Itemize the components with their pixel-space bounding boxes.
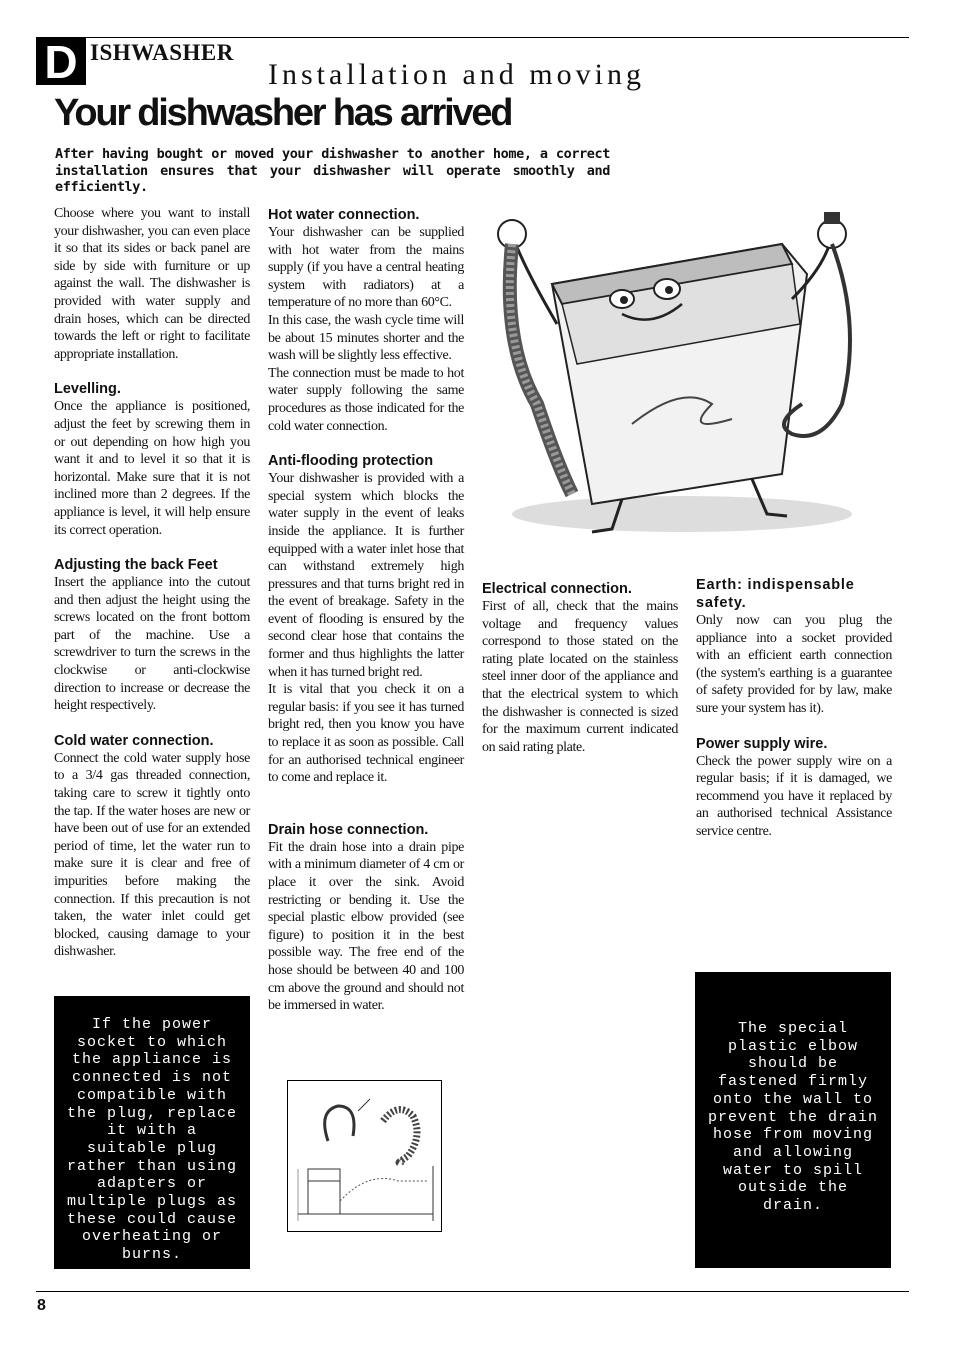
column-4 xyxy=(696,576,892,841)
cartoon-dishwasher-illustration xyxy=(482,204,882,544)
levelling-heading: Levelling. xyxy=(54,381,121,398)
hot-water-text-1: Your dishwasher can be supplied with hot water from the mains supply (if you have a central heating system with radiators) at a temperature of no more than 60°C. xyxy=(268,225,464,311)
drain-hose-text: Fit the drain hose into a drain pipe with a minimum diameter of 4 cm or place it over the sink. Avoid restricting or bending it. Use the special plastic elbow provided (see figure) to position it in the best possible way. The free end of the hose should be between 40 and 100 cm above the ground and should not be immersed in water. xyxy=(268,839,464,1014)
page-number: 8 xyxy=(37,1297,46,1314)
electrical-heading: Electrical connection. xyxy=(482,581,632,597)
drain-hose-heading: Drain hose connection. xyxy=(268,821,429,838)
earth-heading: Earth: indispensable safety. xyxy=(696,577,855,611)
intro-paragraph: After having bought or moved your dishwasher to another home, a correct installation ensures that your dishwasher will operate smoothly and efficiently. xyxy=(55,146,610,195)
section-title: Installation and moving xyxy=(268,58,645,91)
anti-flooding-text-2: It is vital that you check it on a regular basis: if you see it has turned bright red, then you know you have to replace it as soon as possible. Call for an authorised technical engineer to come and replace it. xyxy=(268,682,464,786)
column-1 xyxy=(54,205,250,961)
power-wire-heading: Power supply wire. xyxy=(696,735,828,752)
hot-water-text-2: In this case, the wash cycle time will be about 15 minutes shorter and the wash will be slightly less effective. xyxy=(268,312,464,364)
cold-water-heading: Cold water connection. xyxy=(54,732,214,749)
anti-flooding-text-1: Your dishwasher is provided with a special system which blocks the water supply in the event of leaks inside the appliance. It is further equipped with a water inlet hose that can withstand extremely high pressures and that turns bright red in the event of breakage. Safety in the event of flooding is ensured by the second clear hose that contains the former and thus highlights the latter when it has turned bright red. xyxy=(268,471,464,680)
levelling-text: Once the appliance is positioned, adjust the feet by screwing them in or out depending on how high you want it and to level it so that it is horizontal. Make sure that it is not inclined more than 2 degrees. If the appliance is level, it will help ensure its correct operation. xyxy=(54,399,250,538)
hot-water-heading: Hot water connection. xyxy=(268,207,420,223)
top-rule xyxy=(83,37,909,38)
header-word: ISHWASHER xyxy=(90,40,234,65)
anti-flooding-heading: Anti-flooding protection xyxy=(268,453,434,470)
electrical-text: First of all, check that the mains voltage and frequency values correspond to those stated on the rating plate located on the stainless steel inner door of the appliance and that the electrical system to which the dishwasher is connected is sized for the maximum current indicated on said rating plate. xyxy=(482,599,678,755)
hot-water-text-3: The connection must be made to hot water supply following the same procedures as those indicated for the cold water connection. xyxy=(268,365,464,434)
header-initial: D xyxy=(36,37,86,85)
back-feet-heading: Adjusting the back Feet xyxy=(54,557,218,574)
column-2 xyxy=(268,206,464,1015)
column-3 xyxy=(482,580,678,756)
earth-text: Only now can you plug the appliance into a socket provided with an efficient earth connection (the system's earthing is a guarantee of safety provided for by law, make sure your system has it). xyxy=(696,613,892,716)
page-title: Your dishwasher has arrived xyxy=(54,92,512,134)
drain-hose-figure xyxy=(287,1080,442,1232)
cold-water-text: Connect the cold water supply hose to a 3/4 gas threaded connection, taking care to screw it tightly onto the tap. If the water hoses are new or have been out of use for an extended period of time, let the water run to make sure it is clear and free of impurities before making the connection. If this precaution is not taken, the water inlet could get blocked, causing damage to your dishwasher. xyxy=(54,750,250,960)
bottom-rule xyxy=(36,1291,909,1292)
warning-note-box: If the power socket to which the appliance is connected is not compatible with the plug, replace it with a suitable plug rather than using adapters or multiple plugs as these could cause overheating or burns. xyxy=(54,996,250,1269)
power-wire-text: Check the power supply wire on a regular basis; if it is damaged, we recommend you have it replaced by an authorised technical Assistance service centre. xyxy=(696,753,892,839)
elbow-note-box: The special plastic elbow should be fastened firmly onto the wall to prevent the drain hose from moving and allowing water to spill outside the drain. xyxy=(695,972,891,1268)
back-feet-text: Insert the appliance into the cutout and then adjust the height using the screws located on the front bottom part of the machine. Use a screwdriver to turn the screws in the clockwise or anti-clockwise direction to increase or decrease the height respectively. xyxy=(54,575,250,714)
placement-text: Choose where you want to install your dishwasher, you can even place it so that its sides or back panel are side by side with furniture or up against the wall. The dishwasher is provided with water supply and drain hoses, which can be directed towards the left or right to facilitate appropriate installation. xyxy=(54,206,250,362)
